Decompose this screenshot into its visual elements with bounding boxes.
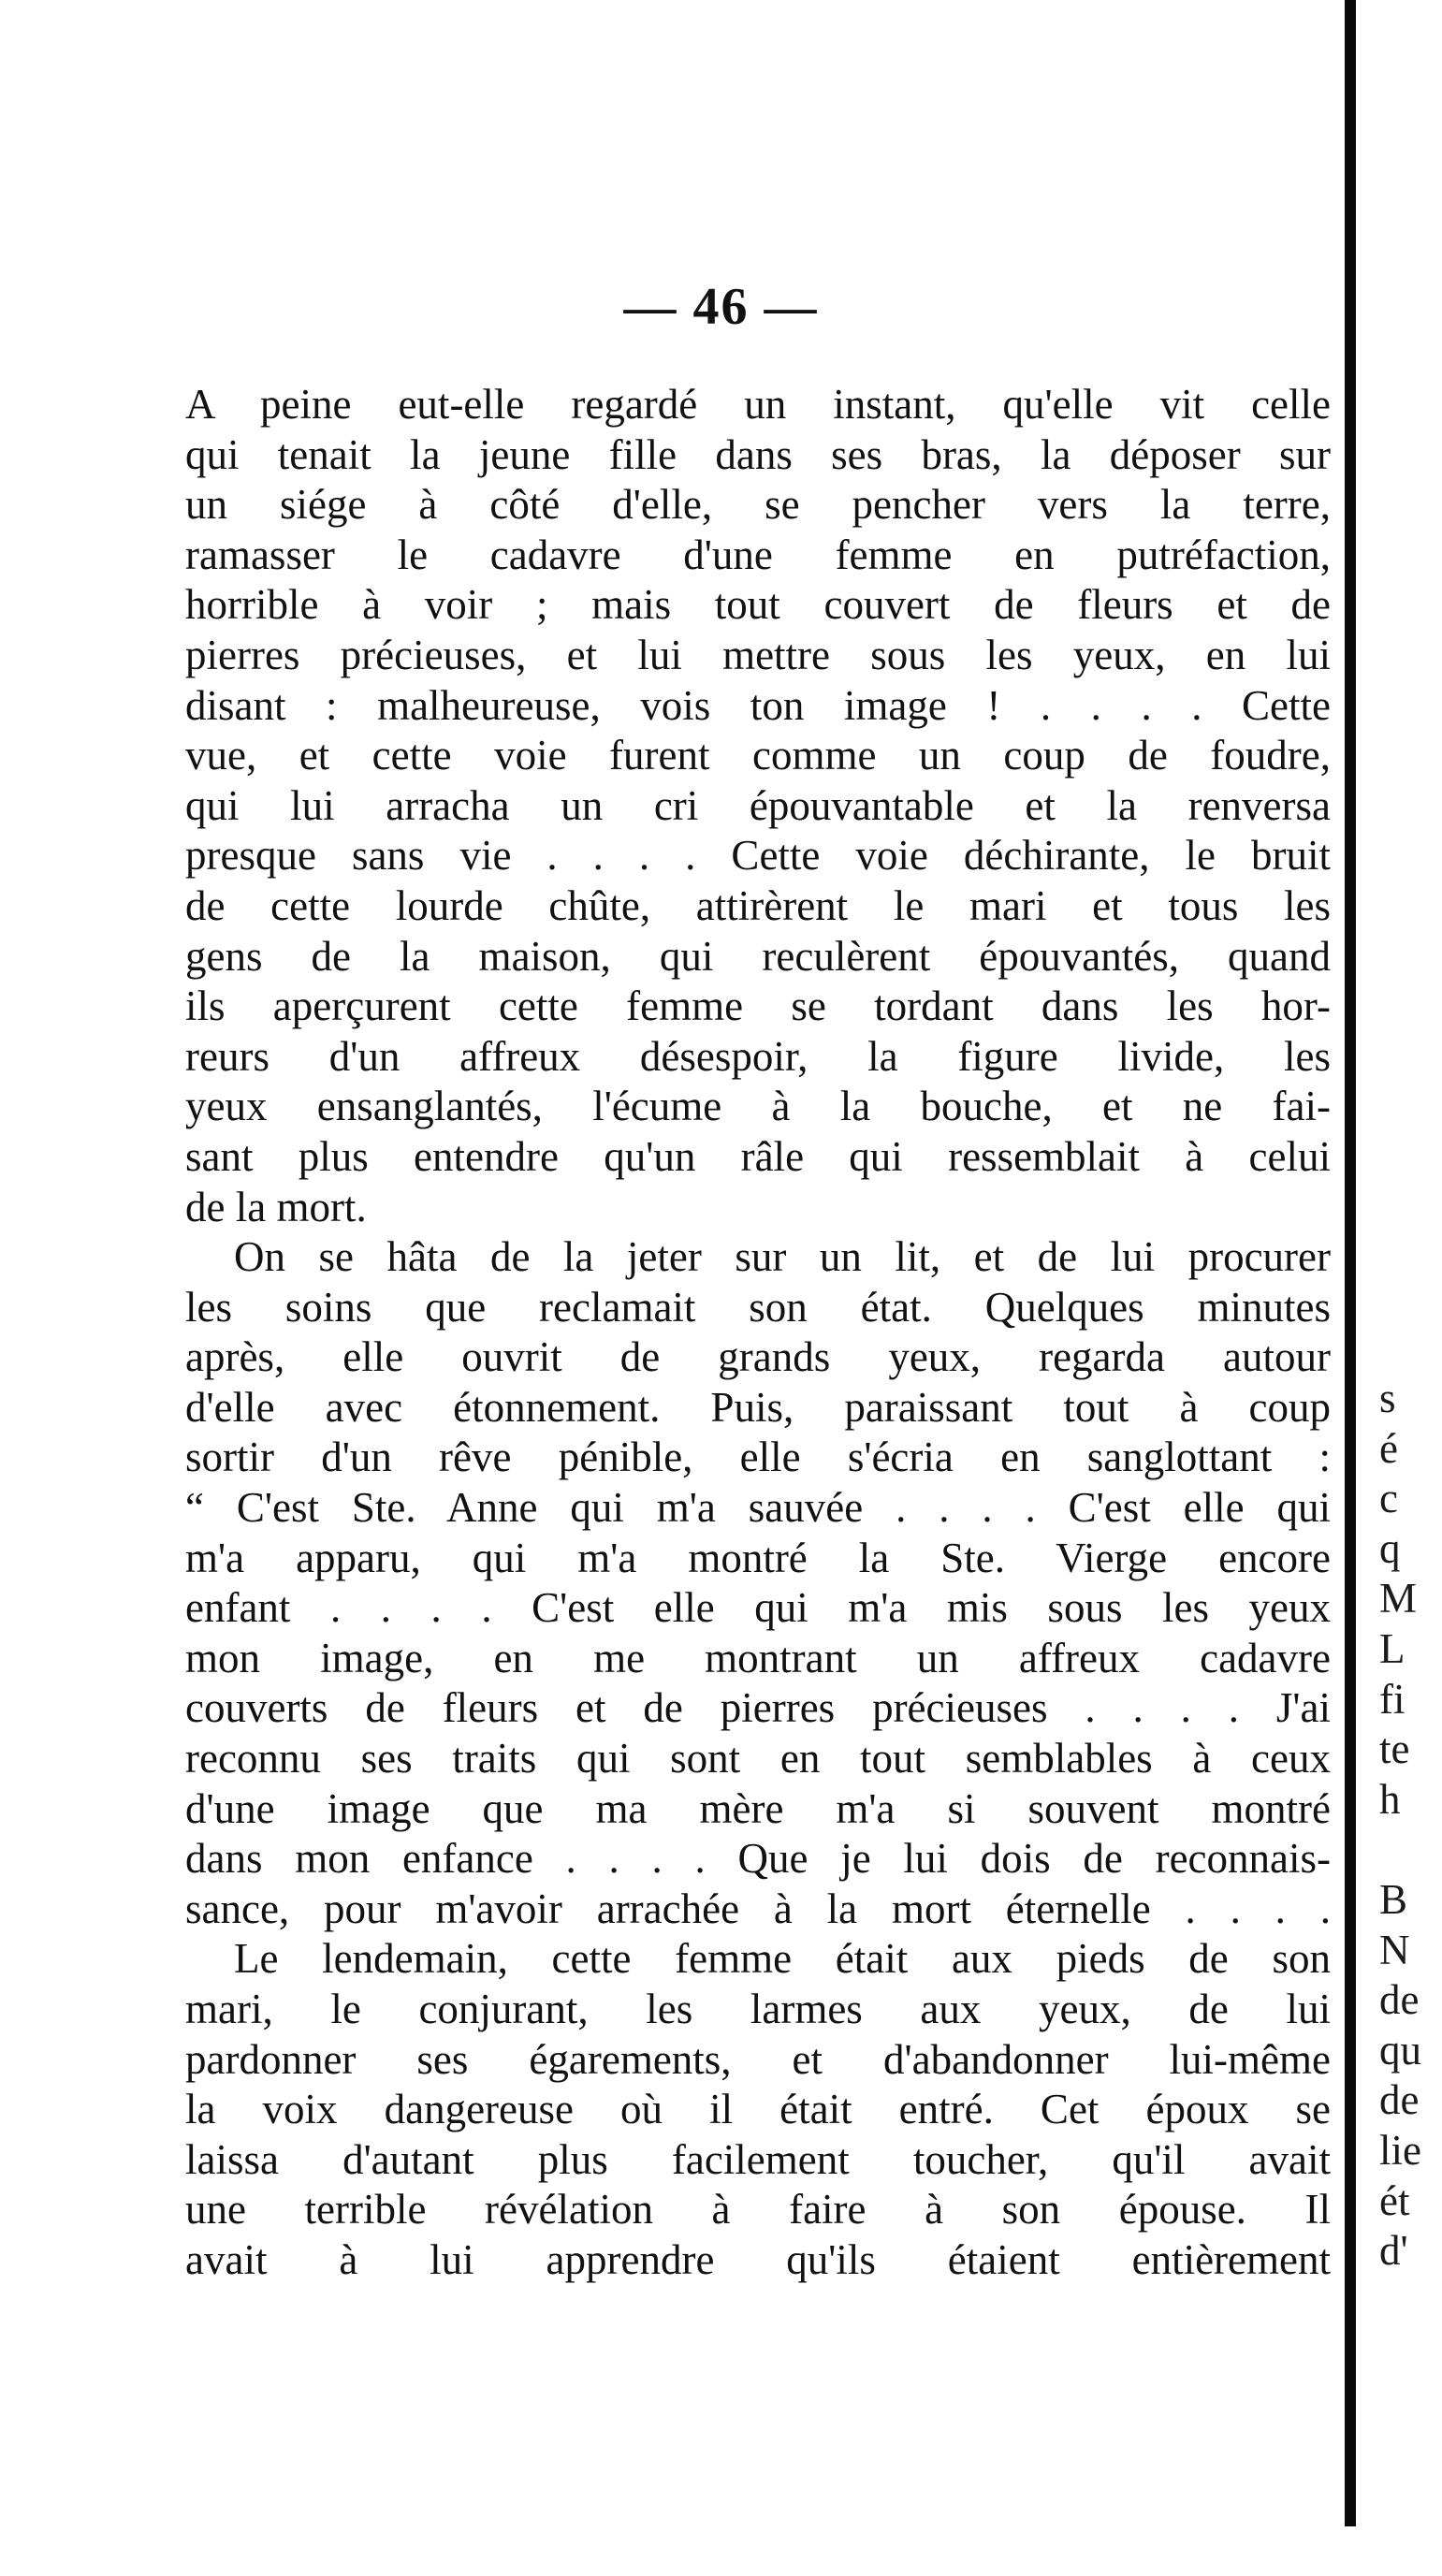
text-line: qui lui arracha un cri épouvantable et la renversa — [185, 781, 1331, 829]
text-line: mari, le conjurant, les larmes aux yeux, de lui — [185, 1986, 1331, 2032]
text-line: couverts de fleurs et de pierres précieuses . . . . J'ai — [185, 1684, 1331, 1732]
text-line: d'elle avec étonnement. Puis, paraissant tout à coup — [185, 1383, 1331, 1431]
facing-fragment: L — [1379, 1624, 1406, 1672]
paragraph-2 — [185, 1232, 1331, 1934]
facing-fragment: q — [1379, 1524, 1401, 1572]
text-line: de cette lourde chûte, attirèrent le mari et tous les — [185, 881, 1331, 929]
facing-fragment: de — [1379, 1976, 1420, 2024]
text-line: gens de la maison, qui reculèrent épouvantés, quand — [185, 932, 1331, 980]
text-line: yeux ensanglantés, l'écume à la bouche, et ne fai- — [185, 1083, 1331, 1130]
text-line: qui tenait la jeune fille dans ses bras, la déposer sur — [185, 430, 1331, 478]
text-line: disant : malheureuse, vois ton image ! . . . . Cette — [185, 681, 1331, 729]
facing-fragment: N — [1379, 1926, 1410, 1973]
text-line: ramasser le cadavre d'une femme en putréfaction, — [185, 531, 1331, 578]
facing-fragment: ét — [1379, 2176, 1410, 2224]
text-line: On se hâta de la jeter sur un lit, et de lui procurer — [234, 1233, 1331, 1281]
paragraph-1 — [185, 380, 1331, 1232]
text-line: “ C'est Ste. Anne qui m'a sauvée . . . . C'est elle qui — [185, 1484, 1331, 1532]
text-line: dans mon enfance . . . . Que je lui dois de reconnais- — [185, 1835, 1331, 1883]
text-line: pierres précieuses, et lui mettre sous les yeux, en lui — [185, 631, 1331, 678]
text-line: reurs d'un affreux désespoir, la figure livide, les — [185, 1032, 1331, 1080]
facing-page-fragments — [1379, 1374, 1442, 2277]
facing-fragment: é — [1379, 1424, 1398, 1472]
text-line: sant plus entendre qu'un râle qui ressemblait à celui — [185, 1132, 1331, 1180]
text-line: Le lendemain, cette femme était aux pieds de son — [234, 1935, 1331, 1983]
text-line: laissa d'autant plus facilement toucher, qu'il avait — [185, 2135, 1331, 2183]
text-line: après, elle ouvrit de grands yeux, regarda autour — [185, 1333, 1331, 1381]
facing-fragment: de — [1379, 2076, 1420, 2124]
page-number: — 46 — — [623, 278, 819, 336]
text-line: presque sans vie . . . . Cette voie déchirante, le bruit — [185, 832, 1331, 880]
text-line: la voix dangereuse où il était entré. Cet époux se — [185, 2086, 1331, 2133]
facing-fragment: M — [1379, 1575, 1418, 1623]
facing-fragment: s — [1379, 1375, 1396, 1421]
text-line: enfant . . . . C'est elle qui m'a mis sous les yeux — [185, 1584, 1331, 1632]
paragraph-3 — [185, 1934, 1331, 2285]
body-text — [185, 380, 1331, 2286]
text-line: avait à lui apprendre qu'ils étaient entièrement — [185, 2235, 1331, 2283]
text-line: mon image, en me montrant un affreux cadavre — [185, 1634, 1331, 1681]
facing-fragment: fi — [1379, 1675, 1406, 1723]
facing-fragment: qu — [1379, 2026, 1421, 2074]
text-line: un siége à côté d'elle, se pencher vers la terre, — [185, 481, 1331, 529]
page-gutter-rule — [1345, 0, 1356, 2526]
facing-fragment — [1379, 1825, 1442, 1875]
facing-fragment: lie — [1379, 2126, 1421, 2174]
text-line: ils aperçurent cette femme se tordant dans les hor- — [185, 982, 1331, 1030]
facing-fragment: h — [1379, 1775, 1401, 1823]
text-line: pardonner ses égarements, et d'abandonner lui-même — [185, 2035, 1331, 2083]
text-line: m'a apparu, qui m'a montré la Ste. Vierge encore — [185, 1534, 1331, 1581]
text-line: d'une image que ma mère m'a si souvent montré — [185, 1784, 1331, 1832]
text-line: reconnu ses traits qui sont en tout semblables à ceux — [185, 1735, 1331, 1783]
text-line: une terrible révélation à faire à son épouse. Il — [185, 2186, 1331, 2234]
text-line: vue, et cette voie furent comme un coup de foudre, — [185, 732, 1331, 779]
facing-fragment: d' — [1379, 2227, 1408, 2275]
text-line: les soins que reclamait son état. Quelques minutes — [185, 1283, 1331, 1331]
facing-fragment: c — [1379, 1475, 1398, 1522]
text-line: horrible à voir ; mais tout couvert de fleurs et de — [185, 581, 1331, 629]
text-line: sortir d'un rêve pénible, elle s'écria en sanglottant : — [185, 1434, 1331, 1481]
facing-fragment: te — [1379, 1725, 1410, 1773]
text-line: sance, pour m'avoir arrachée à la mort éternelle . . . . — [185, 1885, 1331, 1932]
facing-fragment: B — [1379, 1875, 1408, 1923]
text-line: A peine eut-elle regardé un instant, qu'elle vit celle — [185, 381, 1331, 428]
text-line: de la mort. — [185, 1183, 367, 1230]
